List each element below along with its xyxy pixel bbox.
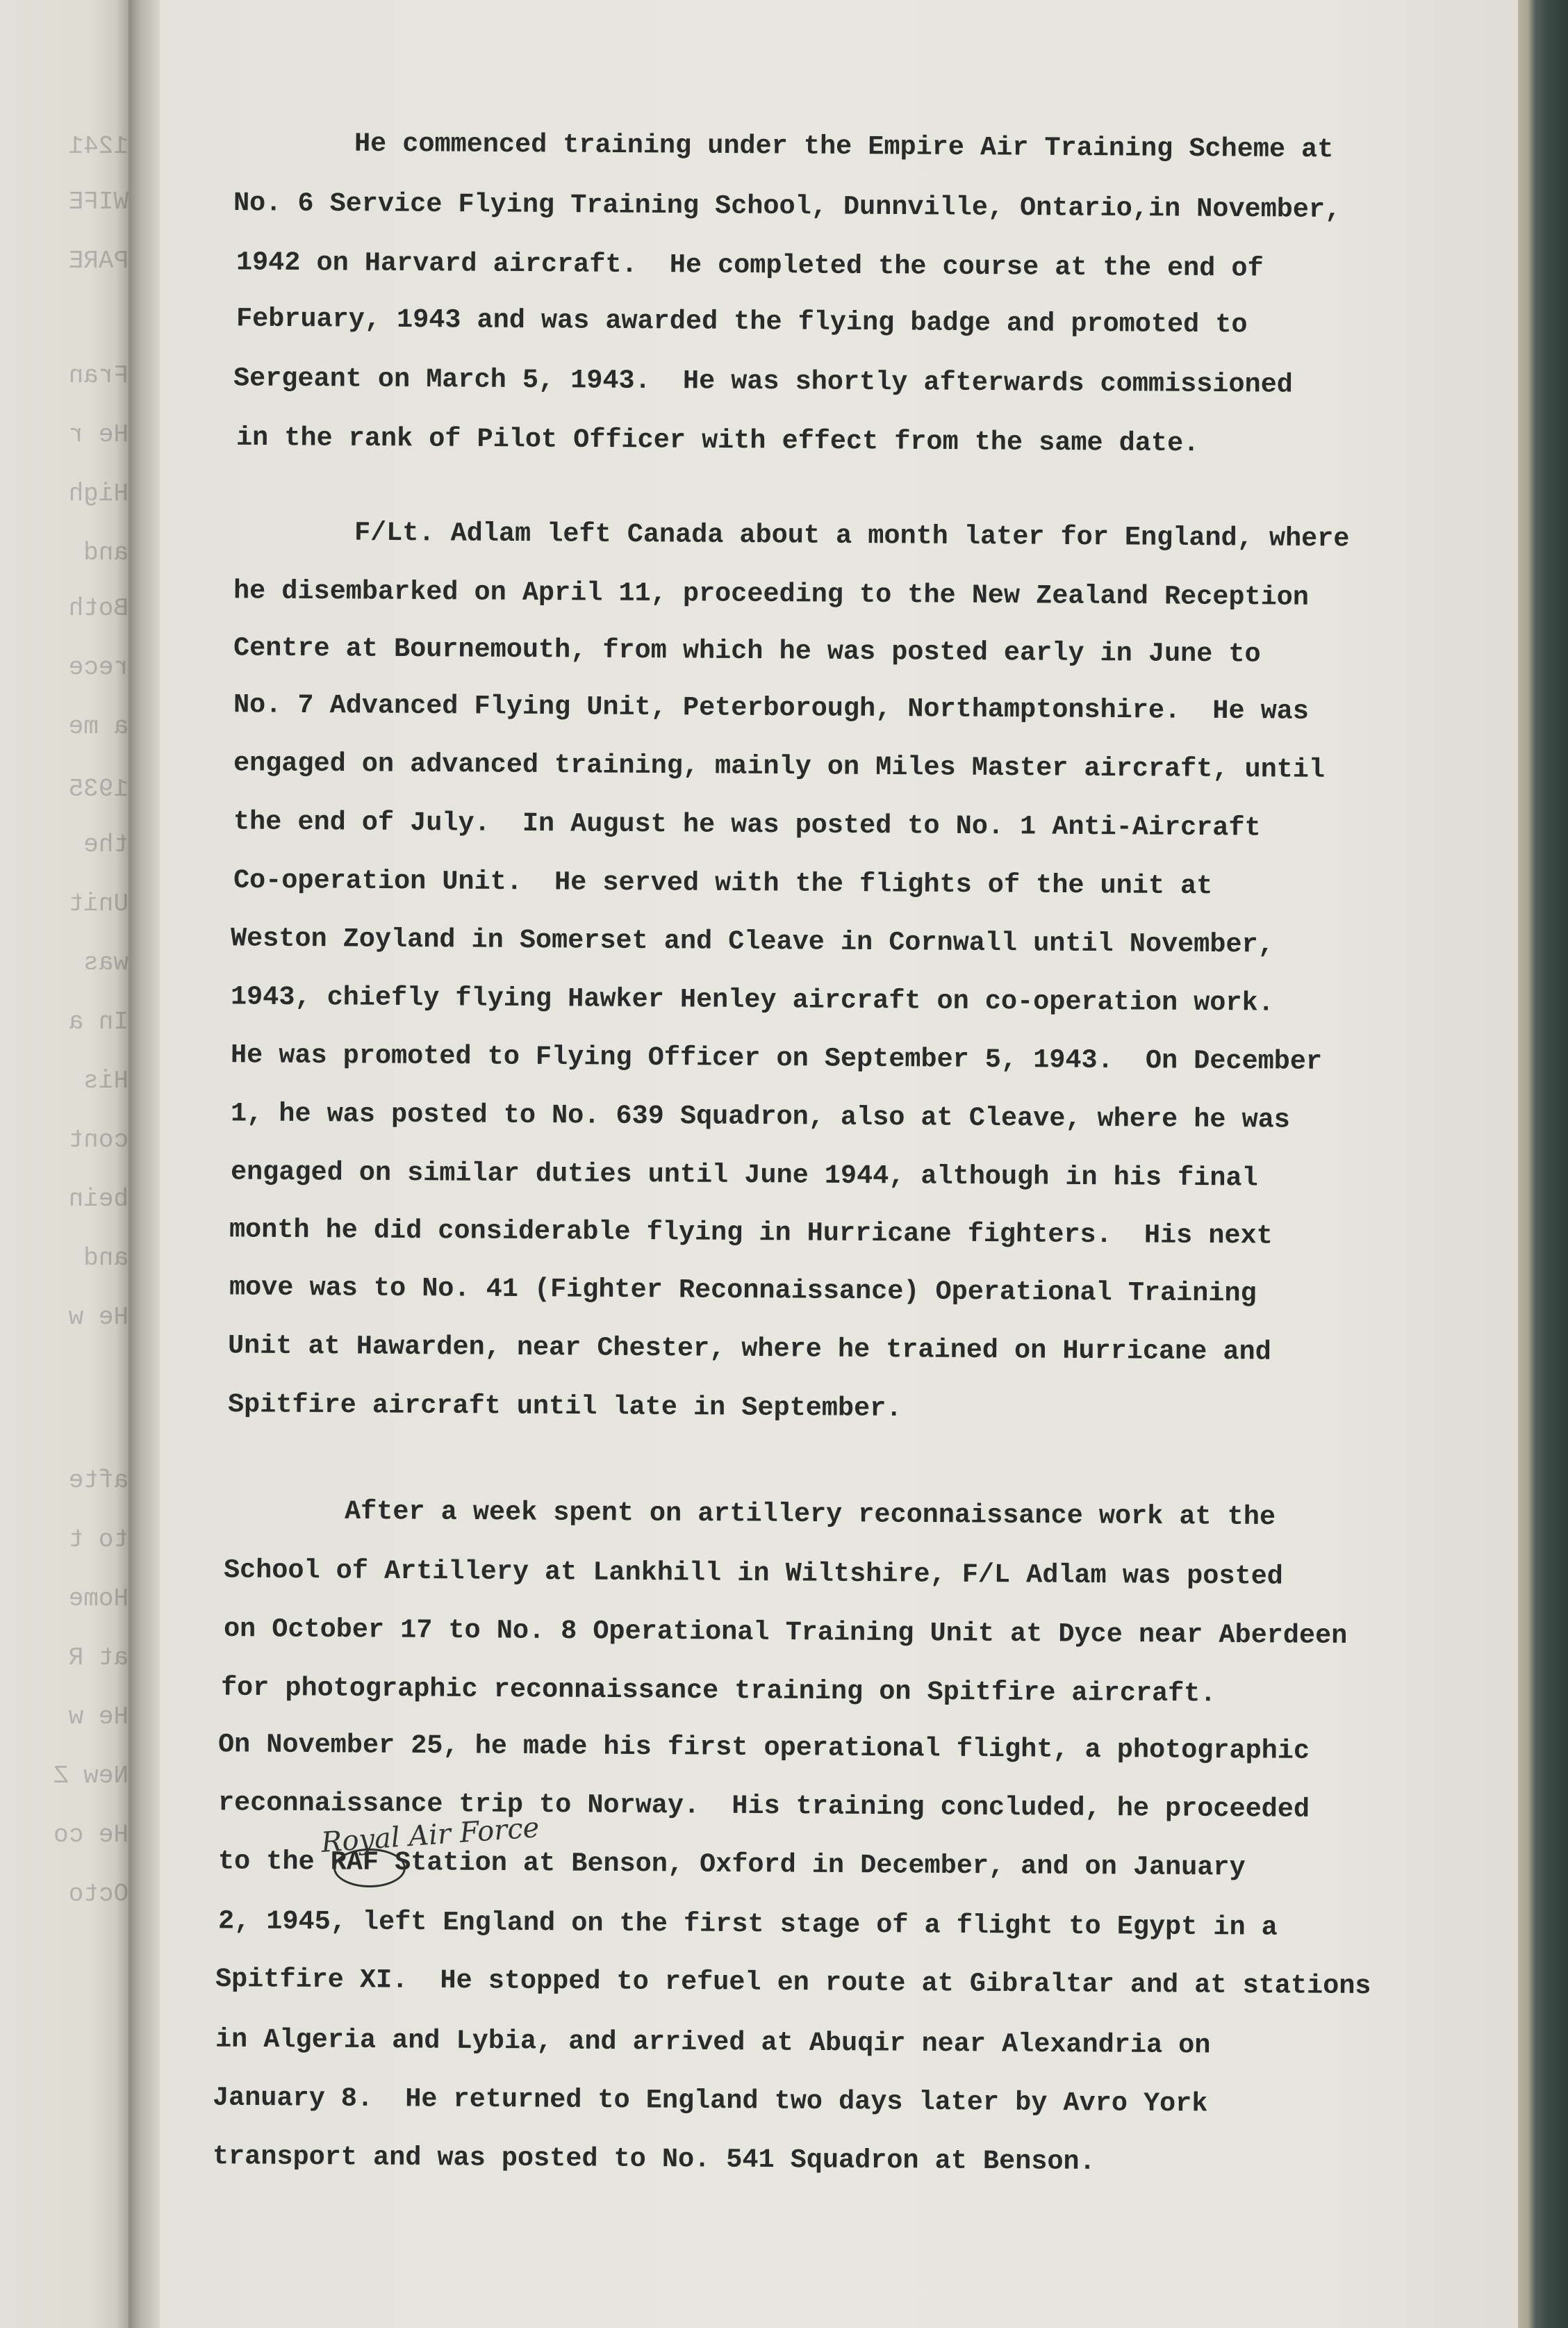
document-page	[160, 0, 1518, 2328]
text-line: month he did considerable flying in Hurricane fighters. His next	[229, 1214, 1273, 1252]
handwritten-annotation: Royal Air Force	[320, 1812, 540, 1859]
text-line: he disembarked on April 11, proceeding to the New Zealand Reception	[233, 575, 1310, 613]
text-line: He commenced training under the Empire Air Training Scheme at	[354, 128, 1334, 165]
text-line: School of Artillery at Lankhill in Wiltshire, F/L Adlam was posted	[223, 1555, 1283, 1592]
facing-page-fragment: 1241	[68, 132, 129, 161]
text-line: 1943, chiefly flying Hawker Henley aircraft on co-operation work.	[230, 981, 1274, 1019]
facing-page-fragment: He w	[68, 1703, 129, 1731]
facing-page-fragment: New Z	[53, 1762, 129, 1790]
text-line: the end of July. In August he was posted to No. 1 Anti-Aircraft	[233, 806, 1261, 844]
text-line: Unit at Hawarden, near Chester, where he trained on Hurricane and	[227, 1330, 1271, 1368]
text-line: Co-operation Unit. He served with the flights of the unit at	[233, 864, 1213, 902]
text-line: After a week spent on artillery reconnaissance work at the	[344, 1495, 1276, 1533]
facing-page-fragment: High	[68, 479, 129, 508]
text-line: February, 1943 and was awarded the flying badge and promoted to	[236, 303, 1248, 341]
text-line: move was to No. 41 (Fighter Reconnaissance) Operational Training	[229, 1272, 1257, 1309]
text-line: 1, he was posted to No. 639 Squadron, also at Cleave, where he was	[230, 1098, 1290, 1136]
text-line: 2, 1945, left England on the first stage of a flight to Egypt in a	[217, 1905, 1278, 1943]
book-cover-edge	[1518, 0, 1568, 2328]
facing-page-fragment: Unit	[68, 890, 129, 918]
book-gutter	[129, 0, 160, 2328]
text-line: on October 17 to No. 8 Operational Training Unit at Dyce near Aberdeen	[223, 1614, 1348, 1651]
facing-page-fragment: His	[83, 1067, 129, 1095]
text-line: He was promoted to Flying Officer on September 5, 1943. On December	[230, 1040, 1323, 1077]
circled-raf-mark	[333, 1849, 406, 1887]
text-line: On November 25, he made his first operational flight, a photographic	[217, 1729, 1310, 1767]
text-line: transport and was posted to No. 541 Squadron at Benson.	[212, 2141, 1096, 2177]
facing-page-fragment: the	[83, 830, 129, 859]
text-line: January 8. He returned to England two days later by Avro York	[212, 2082, 1208, 2120]
text-line: Centre at Bournemouth, from which he was posted early in June to	[233, 632, 1261, 670]
text-line: No. 7 Advanced Flying Unit, Peterborough, Northamptonshire. He was	[233, 689, 1310, 727]
text-line: No. 6 Service Flying Training School, Dunnville, Ontario,in November,	[233, 188, 1342, 225]
text-line: Sergeant on March 5, 1943. He was shortly afterwards commissioned	[233, 363, 1293, 400]
facing-page-fragment: In a	[68, 1008, 129, 1036]
text-line: engaged on advanced training, mainly on Miles Master aircraft, until	[233, 748, 1326, 785]
facing-page-fragment: He co	[53, 1821, 129, 1849]
text-line: for photographic reconnaissance training on Spitfire aircraft.	[220, 1672, 1216, 1710]
text-line: 1942 on Harvard aircraft. He completed the course at the end of	[236, 247, 1264, 284]
text-line: F/Lt. Adlam left Canada about a month later for England, where	[354, 517, 1350, 555]
facing-page-edge	[0, 0, 129, 2328]
facing-page-fragment: bein	[68, 1185, 129, 1213]
facing-page-fragment: He r	[68, 420, 129, 449]
facing-page-fragment: 1935	[68, 775, 129, 803]
text-line: Weston Zoyland in Somerset and Cleave in Cornwall until November,	[230, 923, 1274, 960]
facing-page-fragment: PARE	[68, 247, 129, 275]
facing-page-fragment: Both	[68, 594, 129, 623]
text-line: engaged on similar duties until June 1944, although in his final	[230, 1156, 1258, 1194]
facing-page-fragment: and	[83, 1244, 129, 1272]
facing-page-fragment: cont	[68, 1126, 129, 1154]
text-line: Spitfire XI. He stopped to refuel en route at Gibraltar and at stations	[215, 1963, 1371, 2002]
typed-text-body	[160, 0, 1518, 2328]
facing-page-fragment: a me	[68, 712, 129, 741]
facing-page-fragment: and	[83, 539, 129, 567]
facing-page-fragment: afte	[68, 1466, 129, 1495]
facing-page-fragment: at R	[68, 1643, 129, 1672]
facing-page-fragment: rece	[68, 653, 129, 682]
text-line: in Algeria and Lybia, and arrived at Abuqir near Alexandria on	[215, 2024, 1211, 2061]
facing-page-fragment: to t	[68, 1525, 129, 1554]
facing-page-fragment: was	[83, 949, 129, 977]
text-line: reconnaissance trip to Norway. His training concluded, he proceeded	[217, 1787, 1310, 1825]
text-line: to the RAF Station at Benson, Oxford in December, and on January	[217, 1846, 1246, 1883]
facing-page-fragment: Octo	[68, 1880, 129, 1908]
facing-page-fragment: WIFE	[68, 188, 129, 216]
facing-page-fragment: Fran	[68, 361, 129, 390]
facing-page-fragment: He w	[68, 1303, 129, 1331]
text-line: Spitfire aircraft until late in September.	[227, 1389, 902, 1424]
facing-page-fragment: Home	[68, 1584, 129, 1613]
text-line: in the rank of Pilot Officer with effect from the same date.	[236, 422, 1200, 459]
